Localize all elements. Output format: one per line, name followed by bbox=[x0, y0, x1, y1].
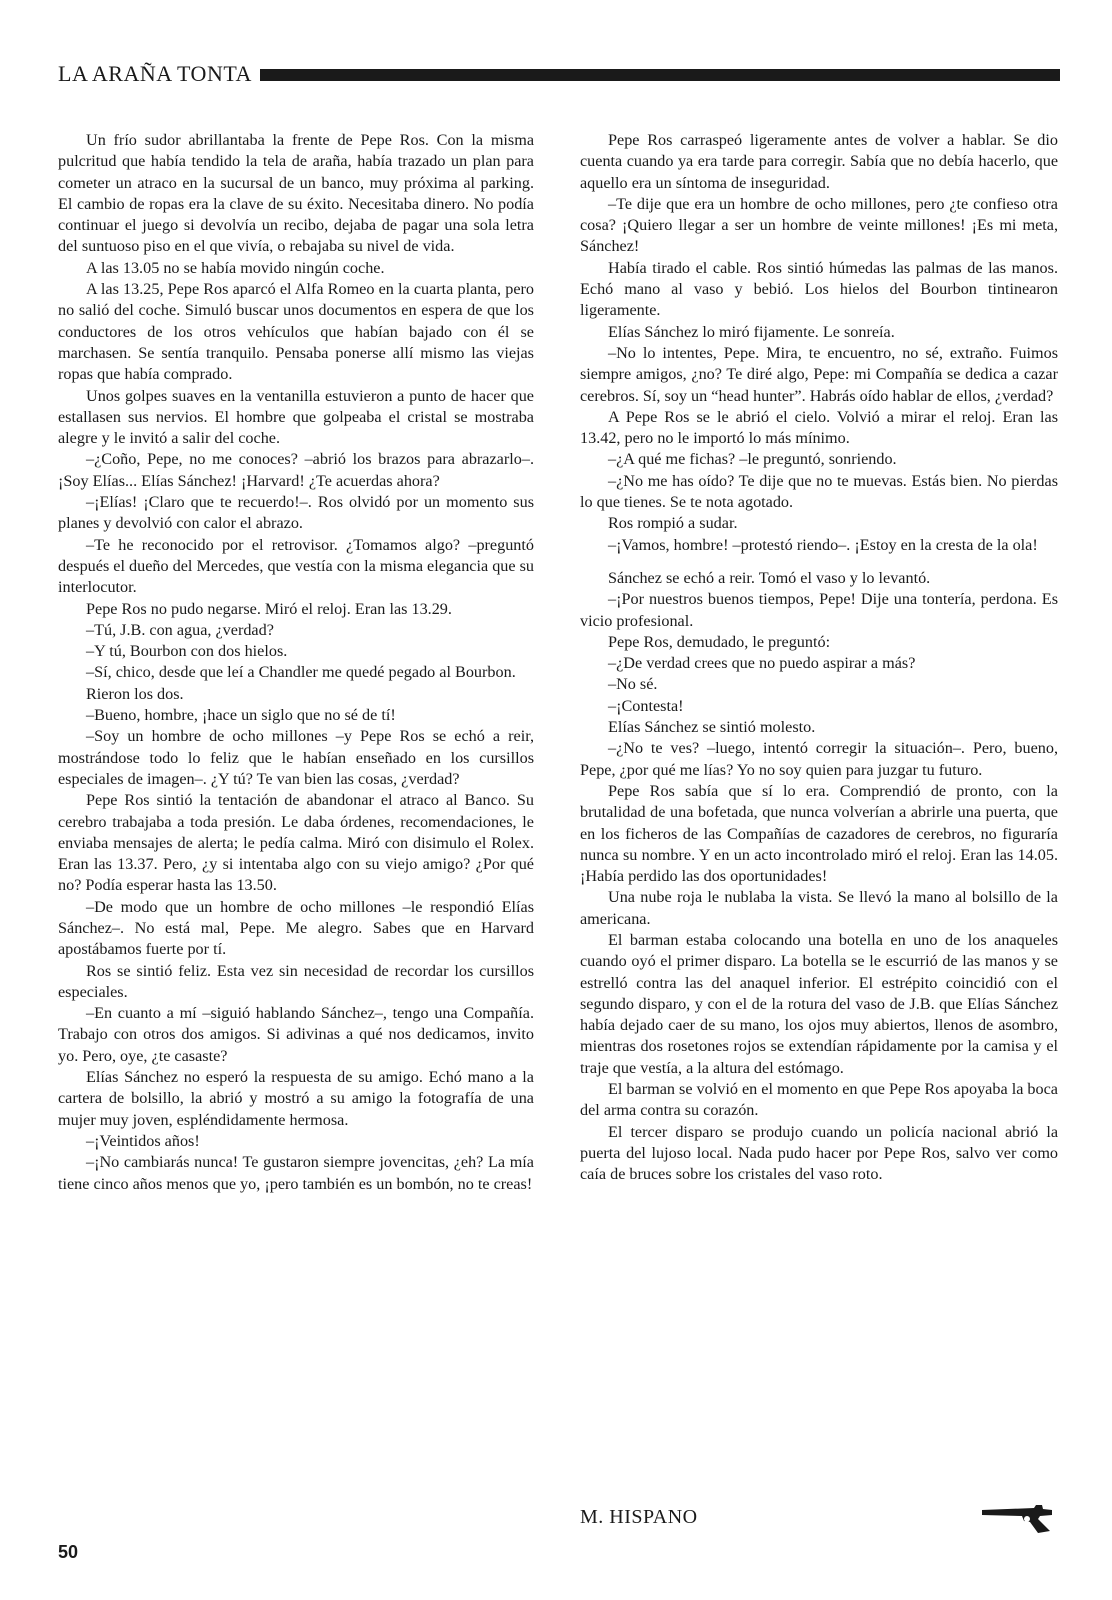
paragraph: –¿No te ves? –luego, intentó corregir la situación–. Pero, bueno, Pepe, ¿por qué me lías? Yo no soy quien para juzgar tu futuro. bbox=[580, 739, 1058, 779]
paragraph: –¡Veintidos años! bbox=[86, 1131, 200, 1150]
paragraph: –En cuanto a mí –siguió hablando Sánchez–, tengo una Compañía. Trabajo con otros dos amigos. Si adivinas a qué nos dedicamos, invito yo. Pero, oye, ¿te casaste? bbox=[58, 1004, 534, 1065]
paragraph: A las 13.25, Pepe Ros aparcó el Alfa Romeo en la cuarta planta, pero no salió del coche. Simuló buscar unos documentos en espera de que los conductores de los otros vehículos que habían bajado con él se marchasen. Se sentía tranquilo. Pensaba ponerse allí mismo las viejas ropas que había comprado. bbox=[58, 280, 534, 384]
paragraph: Sánchez se echó a reir. Tomó el vaso y lo levantó. bbox=[608, 568, 931, 587]
paragraph: –¡Vamos, hombre! –protestó riendo–. ¡Estoy en la cresta de la ola! bbox=[608, 535, 1038, 554]
paragraph: Un frío sudor abrillantaba la frente de Pepe Ros. Con la misma pulcritud que había tendido la tela de araña, había trazado un plan para cometer un atraco en la sucursal de un banco, muy próxima al parking. El cambio de ropas era la clave de su éxito. Necesitaba dinero. No podía continuar el juego si devolvía un recibo, dejaba de pagar una sola letra del suntuoso piso en el que vivía, o rebajaba su nivel de vida. bbox=[58, 131, 534, 256]
paragraph: El barman se volvió en el momento en que Pepe Ros apoyaba la boca del arma contra su corazón. bbox=[580, 1080, 1058, 1120]
paragraph: –¡No cambiarás nunca! Te gustaron siempre jovencitas, ¿eh? La mía tiene cinco años menos que yo, ¡pero también es un bombón, no te creas! bbox=[58, 1153, 534, 1193]
paragraph: Pepe Ros, demudado, le preguntó: bbox=[608, 632, 831, 651]
paragraph: –Bueno, hombre, ¡hace un siglo que no sé de tí! bbox=[86, 706, 396, 725]
running-header bbox=[58, 58, 1060, 90]
revolver-icon bbox=[980, 1500, 1060, 1534]
paragraph: Elías Sánchez lo miró fijamente. Le sonreía. bbox=[608, 322, 895, 341]
paragraph: –Sí, chico, desde que leí a Chandler me quedé pegado al Bourbon. bbox=[86, 663, 516, 682]
paragraph: –¡Elías! ¡Claro que te recuerdo!–. Ros olvidó por un momento sus planes y devolvió con calor el abrazo. bbox=[58, 493, 534, 533]
paragraph: –¿No me has oído? Te dije que no te muevas. Estás bien. No pierdas lo que tienes. Se te nota agotado. bbox=[580, 471, 1058, 512]
paragraph: A las 13.05 no se había movido ningún coche. bbox=[86, 258, 385, 277]
paragraph: Unos golpes suaves en la ventanilla estuvieron a punto de hacer que estallasen sus nervios. El hombre que golpeaba el cristal se mostraba alegre y le invitó a salir del coche. bbox=[58, 386, 534, 448]
page-number: 50 bbox=[58, 1542, 79, 1562]
paragraph: Elías Sánchez se sintió molesto. bbox=[608, 718, 816, 737]
paragraph: Una nube roja le nublaba la vista. Se llevó la mano al bolsillo de la americana. bbox=[580, 888, 1058, 928]
paragraph: –De modo que un hombre de ocho millones –le respondió Elías Sánchez–. No está mal, Pepe. Me alegro. Sabes que en Harvard apostábamos fuerte por tí. bbox=[58, 897, 534, 959]
paragraph: –Te dije que era un hombre de ocho millones, pero ¿te confieso otra cosa? ¡Quiero llegar a ser un hombre de veinte millones! ¡Es mi meta, Sánchez! bbox=[580, 194, 1058, 256]
header-title: LA ARAÑA TONTA bbox=[58, 61, 252, 86]
paragraph: Pepe Ros carraspeó ligeramente antes de volver a hablar. Se dio cuenta cuando ya era tarde para corregir. Sabía que no debía hacerlo, que aquello era un síntoma de inseguridad. bbox=[580, 131, 1058, 192]
paragraph: –Te he reconocido por el retrovisor. ¿Tomamos algo? –preguntó después el dueño del Mercedes, que vestía con la misma elegancia que su interlocutor. bbox=[58, 535, 535, 597]
paragraph: El tercer disparo se produjo cuando un policía nacional abrió la puerta del lujoso local. Nada pudo hacer por Pepe Ros, salvo ver como caía de bruces sobre los cristales del vaso roto. bbox=[580, 1122, 1058, 1184]
paragraph: Pepe Ros no pudo negarse. Miró el reloj. Eran las 13.29. bbox=[86, 599, 452, 618]
paragraph: Rieron los dos. bbox=[86, 684, 184, 703]
paragraph: –¡Contesta! bbox=[608, 696, 684, 715]
paragraph: Pepe Ros sintió la tentación de abandonar el atraco al Banco. Su cerebro trabajaba a toda presión. Le daba órdenes, recomendaciones, le enviaba mensajes de alerta; le pedía calma. Miró con disimulo el Rolex. Eran las 13.37. Pero, ¿y si intentaba algo con su viejo amigo? ¿Por qué no? Podía esperar hasta las 13.50. bbox=[58, 791, 534, 895]
paragraph: –¿De verdad crees que no puedo aspirar a más? bbox=[608, 654, 916, 673]
paragraph: –Y tú, Bourbon con dos hielos. bbox=[86, 642, 288, 661]
paragraph: Ros se sintió feliz. Esta vez sin necesidad de recordar los cursillos especiales. bbox=[58, 961, 534, 1001]
paragraph: –¡Por nuestros buenos tiempos, Pepe! Dije una tontería, perdona. Es vicio profesional. bbox=[580, 590, 1058, 630]
paragraph: El barman estaba colocando una botella en uno de los anaqueles cuando oyó el primer disparo. La botella se le escurrió de las manos y se estrelló contra las del anaquel inferior. El estrépito coincidió con el segundo disparo, y con el de la rotura del vaso de J.B. que Elías Sánchez había dejado caer de su mano, los ojos muy abiertos, llenos de asombro, mientras dos rosetones rojos se extendían rápidamente por la camisa y el traje que vestía, a la altura del estómago. bbox=[580, 930, 1058, 1077]
paragraph: –No lo intentes, Pepe. Mira, te encuentro, no sé, extraño. Fuimos siempre amigos, ¿no? Te diré algo, Pepe: mi Compañía se dedica a cazar cerebros. Sí, soy un “head hunter”. Habrás oído hablar de ellos, ¿verdad? bbox=[580, 343, 1058, 405]
paragraph: Ros rompió a sudar. bbox=[608, 514, 738, 533]
paragraph: –Tú, J.B. con agua, ¿verdad? bbox=[86, 620, 274, 639]
paragraph: Pepe Ros sabía que sí lo era. Comprendió de pronto, con la brutalidad de una bofetada, que nunca volverían a abrirle una puerta, que en los ficheros de las Compañías de cazadores de cerebros, no figuraría nunca su nombre. Y en un acto incontrolado miró el reloj. Eran las 14.05. ¡Había perdido las dos oportunidades! bbox=[580, 781, 1058, 886]
paragraph: –¿A qué me fichas? –le preguntó, sonriendo. bbox=[608, 450, 897, 469]
paragraph: –No sé. bbox=[608, 675, 658, 694]
paragraph: –Soy un hombre de ocho millones –y Pepe Ros se echó a reir, mostrándose todo lo feliz que le habían enseñado en los cursillos especiales de imagen–. ¿Y tú? Te van bien las cosas, ¿verdad? bbox=[58, 727, 534, 788]
paragraph: Elías Sánchez no esperó la respuesta de su amigo. Echó mano a la cartera de bolsillo, la abrió y mostró a su amigo la fotografía de una mujer muy joven, espléndidamente hermosa. bbox=[58, 1068, 534, 1129]
article-column-right bbox=[580, 130, 1058, 1186]
author-signature: M. HISPANO bbox=[580, 1506, 698, 1528]
paragraph: Había tirado el cable. Ros sintió húmedas las palmas de las manos. Echó mano al vaso y bebió. Los hielos del Bourbon tintinearon ligeramente. bbox=[580, 258, 1058, 320]
paragraph: A Pepe Ros se le abrió el cielo. Volvió a mirar el reloj. Eran las 13.42, pero no le importó lo más mínimo. bbox=[580, 407, 1058, 448]
paragraph: –¿Coño, Pepe, no me conoces? –abrió los brazos para abrazarlo–. ¡Soy Elías... Elías Sánchez! ¡Harvard! ¿Te acuerdas ahora? bbox=[58, 450, 534, 490]
header-rule bbox=[260, 69, 1060, 81]
article-column-left bbox=[58, 130, 534, 1195]
